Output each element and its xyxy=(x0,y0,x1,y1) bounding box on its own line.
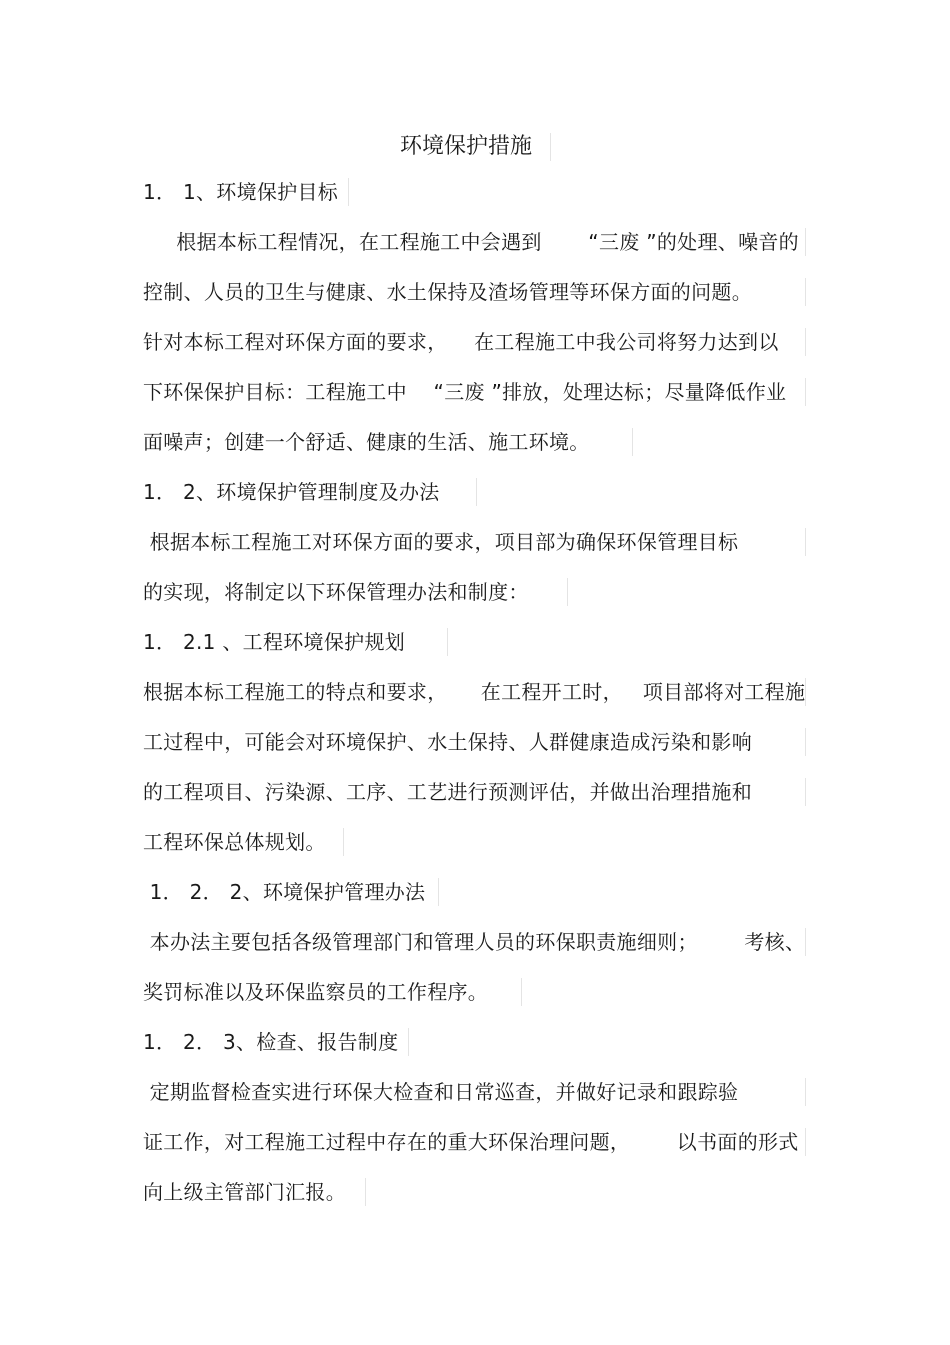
paragraph-line: 根据本标工程施工的特点和要求， 在工程开工时， 项目部将对工程施 xyxy=(143,680,806,704)
section-heading-1-2: 1． 2、环境保护管理制度及办法 xyxy=(143,480,440,504)
scan-rule-mark xyxy=(805,328,806,356)
scan-rule-mark xyxy=(805,528,806,556)
paragraph-line: 本办法主要包括各级管理部门和管理人员的环保职责施细则； 考核、 xyxy=(143,930,806,954)
scan-rule-mark xyxy=(476,478,477,506)
scan-rule-mark xyxy=(805,1078,806,1106)
paragraph-line: 奖罚标准以及环保监察员的工作程序。 xyxy=(143,980,489,1004)
scan-rule-mark xyxy=(805,1128,806,1156)
paragraph-line: 控制、人员的卫生与健康、水土保持及渣场管理等环保方面的问题。 xyxy=(143,280,752,304)
scan-rule-mark xyxy=(805,228,806,256)
section-heading-1-1: 1． 1、环境保护目标 xyxy=(143,180,339,204)
section-heading-1-2-3: 1． 2． 3、检查、报告制度 xyxy=(143,1030,399,1054)
scan-rule-mark xyxy=(632,428,633,456)
scan-rule-mark xyxy=(438,878,439,906)
scan-rule-mark xyxy=(348,178,349,206)
paragraph-line: 的工程项目、污染源、工序、工艺进行预测评估，并做出治理措施和 xyxy=(143,780,752,804)
scan-rule-mark xyxy=(805,678,806,706)
scan-rule-mark xyxy=(805,728,806,756)
section-heading-1-2-2: 1． 2． 2、环境保护管理办法 xyxy=(143,880,426,904)
paragraph-line: 根据本标工程施工对环保方面的要求，项目部为确保环保管理目标 xyxy=(143,530,739,554)
scan-rule-mark xyxy=(805,378,806,406)
paragraph-line: 的实现，将制定以下环保管理办法和制度： xyxy=(143,580,529,604)
scan-rule-mark xyxy=(550,133,551,161)
paragraph-line: 向上级主管部门汇报。 xyxy=(143,1180,346,1204)
scan-rule-mark xyxy=(805,928,806,956)
paragraph-line: 证工作，对工程施工过程中存在的重大环保治理问题， 以书面的形式 xyxy=(143,1130,799,1154)
scan-rule-mark xyxy=(805,778,806,806)
paragraph-line: 工程环保总体规划。 xyxy=(143,830,326,854)
scan-rule-mark xyxy=(343,828,344,856)
scan-rule-mark xyxy=(365,1178,366,1206)
document-title: 环境保护措施 xyxy=(400,134,533,159)
paragraph-line: 工过程中，可能会对环境保护、水土保持、人群健康造成污染和影响 xyxy=(143,730,752,754)
paragraph-line: 定期监督检查实进行环保大检查和日常巡查，并做好记录和跟踪验 xyxy=(143,1080,739,1104)
scan-rule-mark xyxy=(447,628,448,656)
section-heading-1-2-1: 1． 2.1 、工程环境保护规划 xyxy=(143,630,406,654)
scan-rule-mark xyxy=(567,578,568,606)
paragraph-line: 针对本标工程对环保方面的要求， 在工程施工中我公司将努力达到以 xyxy=(143,330,779,354)
scan-rule-mark xyxy=(805,278,806,306)
scan-rule-mark xyxy=(521,978,522,1006)
paragraph-line: 面噪声；创建一个舒适、健康的生活、施工环境。 xyxy=(143,430,590,454)
scan-rule-mark xyxy=(408,1028,409,1056)
paragraph-line: 下环保保护目标：工程施工中 “三废 ”排放，处理达标；尽量降低作业 xyxy=(143,380,787,404)
paragraph-line: 根据本标工程情况，在工程施工中会遇到 “三废 ”的处理、噪音的 xyxy=(143,230,799,254)
